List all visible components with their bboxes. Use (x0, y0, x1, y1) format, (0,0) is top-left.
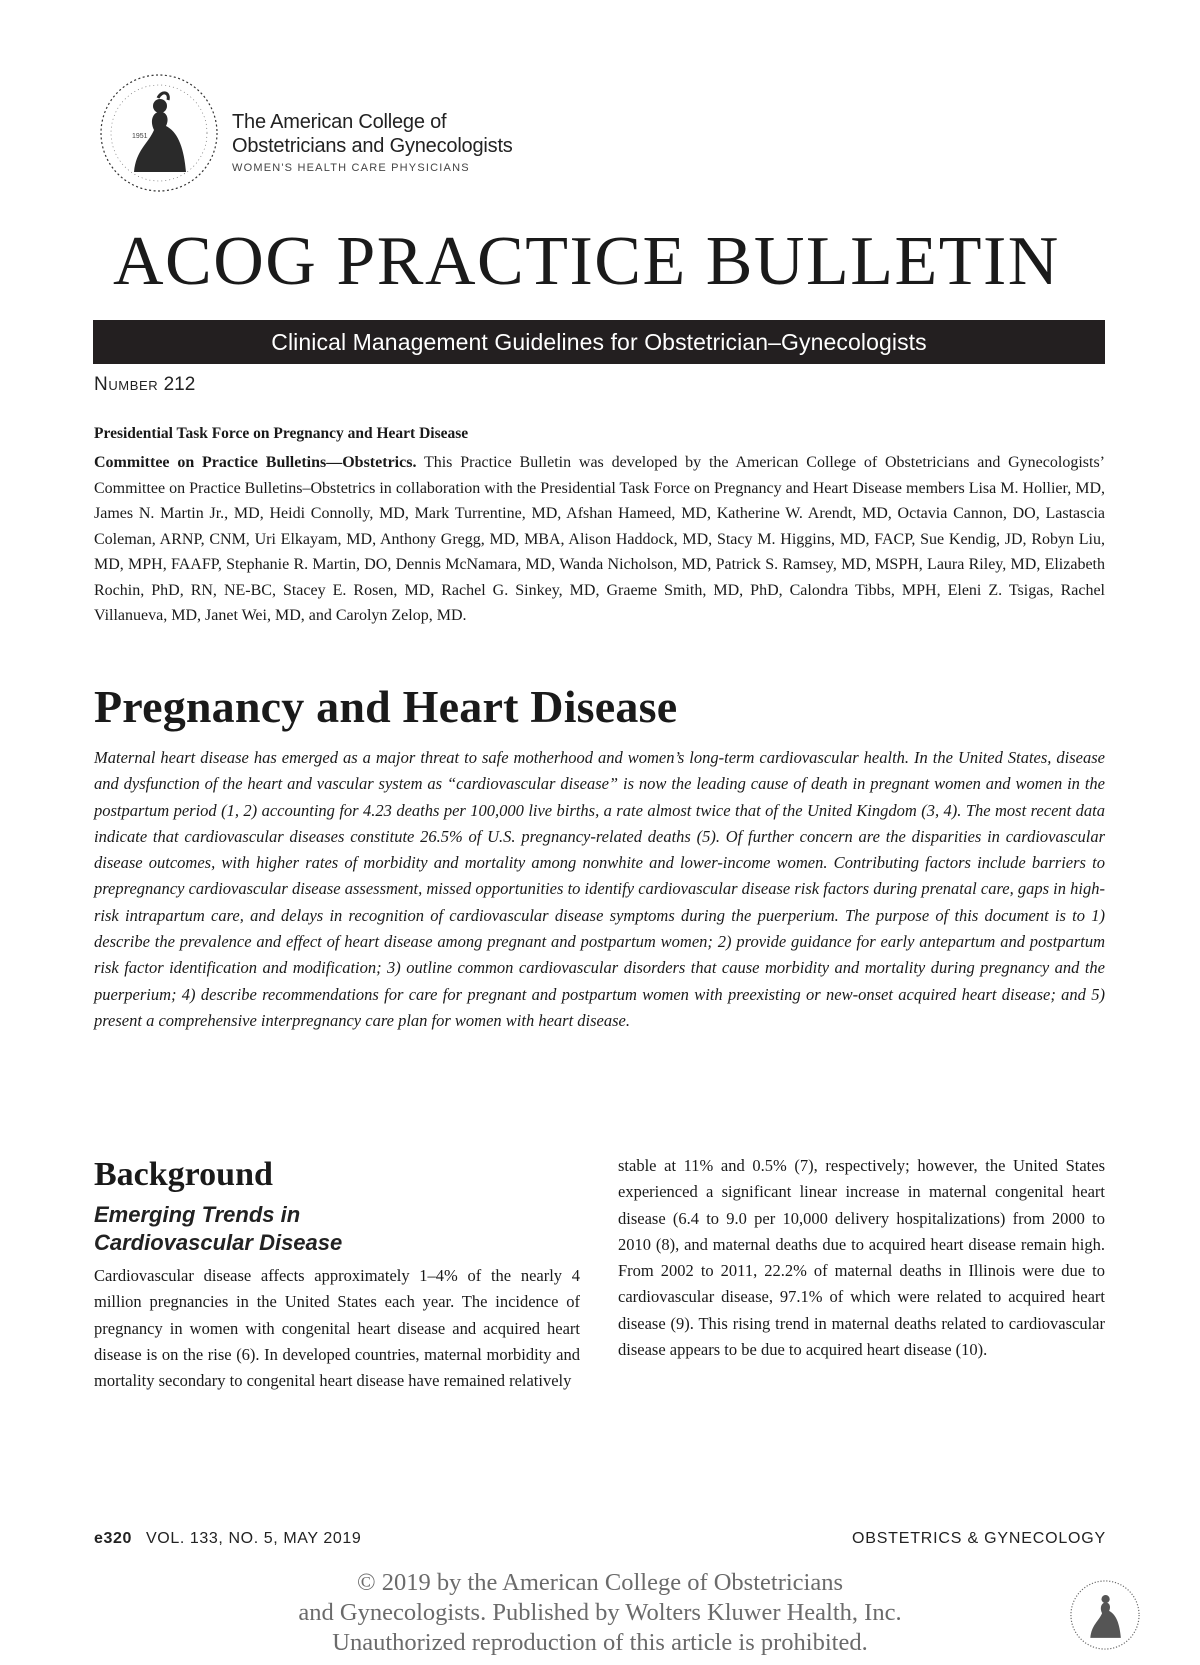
bulletin-number (94, 374, 195, 396)
committee-lead: Committee on Practice Bulletins—Obstetrics. (94, 454, 417, 471)
article-title: Pregnancy and Heart Disease (94, 681, 678, 732)
committee-text: This Practice Bulletin was developed by the American College of Obstetricians and Gynecologists’ Committee on Practice Bulletins–Obstetrics in collaboration with the Presidential Task Force on Pregnancy and Heart Disease members Lisa M. Hollier, MD, James N. Martin Jr., MD, Heidi Connolly, MD, Mark Turrentine, MD, Afshan Hameed, MD, Katherine W. Arendt, MD, Octavia Cannon, DO, Lastascia Coleman, ARNP, CNM, Uri Elkayam, MD, Anthony Gregg, MD, MBA, Alison Haddock, MD, Stacy M. Higgins, MD, FACP, Sue Kendig, JD, Robyn Liu, MD, MPH, FAAFP, Stephanie R. Martin, DO, Dennis McNamara, MD, Wanda Nicholson, MD, Patrick S. Ramsey, MD, MSPH, Laura Riley, MD, Elizabeth Rochin, PhD, RN, NE-BC, Stacey E. Rosen, MD, Rachel G. Sinkey, MD, Graeme Smith, MD, PhD, Calondra Tibbs, MPH, Eleni Z. Tsigas, Rachel Villanueva, MD, Janet Wei, MD, and Carolyn Zelop, MD. (94, 454, 1106, 624)
abstract-paragraph: Maternal heart disease has emerged as a major threat to safe motherhood and women’s long-term cardiovascular health. In the United States, disease and dysfunction of the heart and vascular system as “cardiovascular disease” is now the leading cause of death in pregnant women and women in the postpartum period (1, 2) accounting for 4.23 deaths per 100,000 live births, a rate almost twice that of the United Kingdom (3, 4). The most recent data indicate that cardiovascular diseases constitute 26.5% of U.S. pregnancy-related deaths (5). Of further concern are the disparities in cardiovascular disease outcomes, with higher rates of morbidity and mortality among nonwhite and lower-income women. Contributing factors include barriers to prepregnancy cardiovascular disease assessment, missed opportunities to identify cardiovascular disease risk factors during prenatal care, gaps in high-risk intrapartum care, and delays in recognition of cardiovascular disease symptoms during the puerperium. The purpose of this document is to 1) describe the prevalence and effect of heart disease among pregnant and postpartum women; 2) provide guidance for early antepartum and postpartum risk factor identification and modification; 3) outline common cardiovascular disorders that cause morbidity and mortality during pregnancy and the puerperium; 4) describe recommendations for care for pregnant and postpartum women with preexisting or new-onset acquired heart disease; and 5) present a comprehensive interpregnancy care plan for women with heart disease. (94, 748, 1105, 1030)
sub-heading-line-1: Emerging Trends in (94, 1202, 301, 1227)
copyright-line-1: © 2019 by the American College of Obstetricians (356, 1569, 844, 1596)
bulletin-number-label: Number (94, 374, 159, 395)
left-body-paragraph: Cardiovascular disease affects approximately 1–4% of the nearly 4 million pregnancies in the United States each year. The incidence of pregnancy in women with congenital heart disease and acquired heart disease is on the rise (6). In developed countries, maternal morbidity and mortality secondary to congenital heart disease have remained relatively (94, 1266, 580, 1391)
right-column (618, 1153, 1105, 1363)
page-number: e320 (94, 1530, 132, 1547)
copyright-line-2: and Gynecologists. Published by Wolters Kluwer Health, Inc. (298, 1599, 902, 1626)
side-download-stamp (52, 420, 62, 1280)
org-line-2: Obstetricians and Gynecologists (232, 135, 513, 157)
volume-info: VOL. 133, NO. 5, MAY 2019 (146, 1530, 362, 1547)
taskforce-heading: Presidential Task Force on Pregnancy and Heart Disease (94, 425, 469, 442)
copyright-notice (0, 1568, 1200, 1658)
svg-text:1951: 1951 (132, 133, 148, 140)
sub-heading-line-2: Cardiovascular Disease (94, 1230, 343, 1255)
guideline-banner-text: Clinical Management Guidelines for Obstetrician–Gynecologists (271, 328, 927, 355)
committee-paragraph (94, 450, 1105, 629)
acog-seal-small-logo (1068, 1578, 1142, 1652)
copyright-line-3: Unauthorized reproduction of this article is prohibited. (332, 1629, 868, 1656)
acog-seal-logo (96, 70, 222, 196)
organization-name (232, 110, 513, 174)
guideline-banner (93, 320, 1105, 364)
emerging-trends-heading (94, 1201, 580, 1257)
right-body-paragraph: stable at 11% and 0.5% (7), respectively; however, the United States experienced a significant linear increase in maternal congenital heart disease (6.4 to 9.0 per 10,000 delivery hospitalizations) from 2000 to 2010 (8), and maternal deaths due to acquired heart disease remain high. From 2002 to 2011, 22.2% of maternal deaths in Illinois were due to cardiovascular disease, 97.1% of which were related to acquired heart disease (9). This rising trend in maternal deaths related to cardiovascular disease appears to be due to acquired heart disease (10). (618, 1156, 1105, 1360)
journal-name: OBSTETRICS & GYNECOLOGY (851, 1530, 1106, 1547)
left-column (94, 1155, 580, 1394)
bulletin-number-value: 212 (163, 374, 196, 395)
org-line-1: The American College of (232, 111, 447, 133)
bulletin-title: ACOG PRACTICE BULLETIN (113, 223, 1060, 300)
org-tagline: WOMEN'S HEALTH CARE PHYSICIANS (232, 162, 470, 174)
background-heading: Background (94, 1156, 273, 1193)
footer-left (94, 1530, 361, 1548)
